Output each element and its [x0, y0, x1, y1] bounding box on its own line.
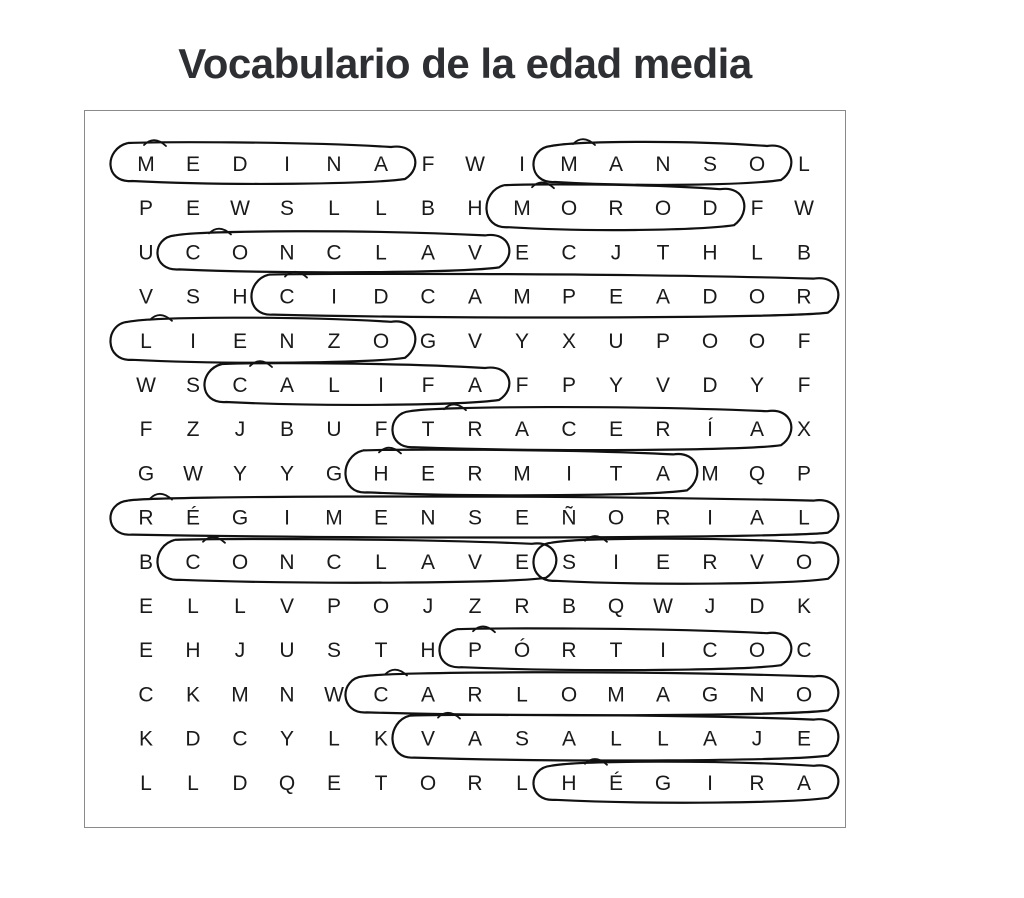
- grid-cell-r8-c14[interactable]: L: [798, 506, 810, 530]
- grid-cell-r6-c5[interactable]: F: [374, 418, 388, 442]
- grid-cell-r2-c2[interactable]: O: [231, 241, 249, 265]
- grid-cell-r14-c11[interactable]: G: [654, 771, 672, 795]
- grid-cell-r3-c0[interactable]: V: [138, 285, 154, 309]
- grid-cell-r7-c6[interactable]: E: [420, 462, 436, 486]
- grid-cell-r6-c9[interactable]: C: [561, 418, 577, 442]
- grid-cell-r13-c1[interactable]: D: [185, 727, 201, 751]
- grid-cell-r10-c10[interactable]: Q: [607, 595, 625, 618]
- grid-cell-r9-c9[interactable]: S: [561, 550, 577, 574]
- grid-cell-r14-c12[interactable]: I: [707, 771, 713, 795]
- grid-cell-r3-c4[interactable]: I: [331, 285, 337, 309]
- found-word-loop-conclave: [157, 539, 556, 583]
- grid-cell-r11-c12[interactable]: C: [702, 639, 718, 663]
- found-word-loop-califa: [204, 363, 509, 405]
- grid-cell-r9-c12[interactable]: R: [702, 550, 718, 574]
- grid-cell-r2-c5[interactable]: L: [375, 241, 387, 265]
- grid-cell-r9-c14[interactable]: O: [795, 550, 813, 574]
- grid-cell-r10-c14[interactable]: K: [796, 595, 812, 618]
- grid-cell-r6-c0[interactable]: F: [139, 418, 153, 442]
- grid-cell-r1-c1[interactable]: E: [185, 197, 201, 221]
- page-title: Vocabulario de la edad media: [178, 40, 752, 87]
- grid-cell-r13-c3[interactable]: Y: [279, 727, 295, 751]
- grid-cell-r9-c2[interactable]: O: [231, 550, 249, 574]
- grid-cell-r8-c10[interactable]: O: [607, 506, 625, 530]
- grid-cell-r12-c5[interactable]: C: [373, 683, 389, 707]
- grid-cell-r6-c13[interactable]: A: [749, 418, 765, 442]
- grid-cell-r6-c4[interactable]: U: [326, 418, 342, 442]
- grid-cell-r3-c13[interactable]: O: [748, 285, 766, 309]
- grid-cell-r13-c9[interactable]: A: [561, 727, 577, 751]
- grid-cell-r2-c10[interactable]: J: [610, 241, 622, 265]
- grid-cell-r10-c12[interactable]: J: [704, 595, 716, 618]
- grid-cell-r13-c10[interactable]: L: [610, 727, 622, 751]
- grid-cell-r10-c8[interactable]: R: [514, 595, 530, 618]
- grid-cell-r1-c4[interactable]: L: [328, 197, 340, 221]
- grid-cell-r12-c14[interactable]: O: [795, 683, 813, 707]
- grid-cell-r7-c12[interactable]: M: [701, 462, 719, 486]
- grid-cell-r10-c5[interactable]: O: [372, 595, 390, 618]
- grid-cell-r4-c7[interactable]: V: [467, 329, 483, 353]
- grid-cell-r7-c11[interactable]: A: [655, 462, 671, 486]
- grid-cell-r7-c4[interactable]: G: [325, 462, 343, 486]
- grid-cell-r8-c7[interactable]: S: [467, 506, 483, 530]
- grid-cell-r6-c10[interactable]: E: [608, 418, 624, 442]
- grid-cell-r9-c6[interactable]: A: [420, 550, 436, 574]
- grid-cell-r12-c13[interactable]: N: [749, 683, 765, 707]
- grid-cell-r7-c1[interactable]: W: [183, 462, 203, 486]
- found-word-loop-siervo: [533, 539, 838, 584]
- grid-cell-r8-c5[interactable]: E: [373, 506, 389, 530]
- grid-cell-r6-c3[interactable]: B: [279, 418, 295, 442]
- found-word-loop-medina: [110, 142, 415, 184]
- grid-cell-r11-c14[interactable]: C: [796, 639, 812, 663]
- grid-cell-r8-c6[interactable]: N: [420, 506, 436, 530]
- grid-cell-r5-c9[interactable]: P: [561, 374, 577, 397]
- grid-cell-r4-c3[interactable]: N: [279, 329, 295, 353]
- grid-cell-r8-c12[interactable]: I: [707, 506, 713, 530]
- grid-cell-r6-c6[interactable]: T: [421, 418, 435, 442]
- grid-cell-r6-c12[interactable]: Í: [707, 418, 713, 442]
- grid-cell-r0-c11[interactable]: N: [655, 153, 671, 176]
- grid-cell-r0-c14[interactable]: L: [798, 153, 810, 176]
- grid-cell-r3-c14[interactable]: R: [796, 285, 812, 309]
- grid-cell-r3-c1[interactable]: S: [185, 285, 201, 309]
- grid-cell-r8-c3[interactable]: I: [284, 506, 290, 530]
- grid-cell-r0-c8[interactable]: I: [519, 153, 525, 176]
- grid-cell-r14-c10[interactable]: É: [608, 771, 624, 795]
- grid-cell-r11-c0[interactable]: E: [138, 639, 154, 663]
- grid-cell-r13-c13[interactable]: J: [751, 727, 763, 751]
- found-word-loop-lienzo: [110, 318, 415, 363]
- grid-cell-r12-c1[interactable]: K: [185, 683, 201, 707]
- grid-cell-r3-c5[interactable]: D: [373, 285, 389, 309]
- grid-cell-r13-c12[interactable]: A: [702, 727, 718, 751]
- grid-cell-r5-c7[interactable]: A: [467, 374, 483, 397]
- grid-cell-r7-c3[interactable]: Y: [279, 462, 295, 486]
- grid-cell-r14-c13[interactable]: R: [749, 771, 765, 795]
- grid-cell-r5-c6[interactable]: F: [421, 374, 435, 397]
- grid-cell-r8-c11[interactable]: R: [655, 506, 671, 530]
- grid-cell-r1-c9[interactable]: O: [560, 197, 578, 221]
- grid-cell-r7-c13[interactable]: Q: [748, 462, 766, 486]
- grid-cell-r1-c12[interactable]: D: [702, 197, 718, 221]
- grid-cell-r14-c14[interactable]: A: [796, 771, 812, 795]
- grid-cell-r12-c3[interactable]: N: [279, 683, 295, 707]
- grid-cell-r11-c2[interactable]: J: [234, 639, 246, 663]
- grid-cell-r9-c3[interactable]: N: [279, 550, 295, 574]
- grid-cell-r13-c0[interactable]: K: [138, 727, 154, 751]
- grid-cell-r0-c7[interactable]: W: [465, 153, 485, 176]
- grid-cell-r5-c1[interactable]: S: [185, 374, 201, 397]
- grid-cell-r5-c5[interactable]: I: [378, 374, 384, 397]
- grid-cell-r2-c6[interactable]: A: [420, 241, 436, 265]
- grid-cell-r11-c9[interactable]: R: [561, 639, 577, 663]
- grid-cell-r7-c0[interactable]: G: [137, 462, 155, 486]
- grid-cell-r5-c14[interactable]: F: [797, 374, 811, 397]
- grid-cell-r8-c1[interactable]: É: [185, 506, 201, 530]
- grid-cell-r10-c3[interactable]: V: [279, 595, 295, 618]
- grid-cell-r10-c7[interactable]: Z: [468, 595, 482, 618]
- grid-cell-r0-c5[interactable]: A: [373, 153, 389, 176]
- grid-cell-r2-c4[interactable]: C: [326, 241, 342, 265]
- grid-cell-r2-c0[interactable]: U: [138, 241, 154, 265]
- grid-cell-r3-c6[interactable]: C: [420, 285, 436, 309]
- grid-cell-r11-c8[interactable]: Ó: [513, 639, 531, 663]
- grid-cell-r11-c5[interactable]: T: [374, 639, 388, 663]
- grid-cell-r9-c10[interactable]: I: [613, 550, 619, 574]
- grid-cell-r12-c9[interactable]: O: [560, 683, 578, 707]
- grid-cell-r7-c10[interactable]: T: [609, 462, 623, 486]
- grid-cell-r1-c8[interactable]: M: [513, 197, 531, 221]
- grid-cell-r1-c13[interactable]: F: [750, 197, 764, 221]
- grid-cell-r4-c9[interactable]: X: [561, 329, 577, 353]
- grid-cell-r4-c10[interactable]: U: [608, 329, 624, 353]
- grid-cell-r1-c5[interactable]: L: [375, 197, 387, 221]
- grid-cell-r8-c0[interactable]: R: [138, 506, 154, 530]
- grid-cell-r11-c3[interactable]: U: [279, 639, 295, 663]
- grid-cell-r8-c13[interactable]: A: [749, 506, 765, 530]
- grid-cell-r11-c1[interactable]: H: [185, 639, 201, 663]
- grid-cell-r5-c0[interactable]: W: [136, 374, 156, 397]
- grid-cell-r4-c2[interactable]: E: [232, 329, 248, 353]
- grid-cell-r13-c2[interactable]: C: [232, 727, 248, 751]
- grid-cell-r0-c6[interactable]: F: [421, 153, 435, 176]
- grid-cell-r6-c11[interactable]: R: [655, 418, 671, 442]
- grid-cell-r4-c14[interactable]: F: [797, 329, 811, 353]
- grid-cell-r4-c1[interactable]: I: [190, 329, 196, 353]
- found-word-loop-hégira: [533, 762, 838, 803]
- grid-cell-r10-c2[interactable]: L: [234, 595, 246, 618]
- grid-cell-r4-c11[interactable]: P: [655, 329, 671, 353]
- grid-cell-r12-c10[interactable]: M: [607, 683, 625, 707]
- grid-cell-r14-c7[interactable]: R: [467, 771, 483, 795]
- grid-cell-r4-c6[interactable]: G: [419, 329, 437, 353]
- grid-cell-r6-c14[interactable]: X: [796, 418, 812, 442]
- grid-cell-r2-c11[interactable]: T: [656, 241, 670, 265]
- grid-cell-r14-c1[interactable]: L: [187, 771, 199, 795]
- grid-cell-r5-c11[interactable]: V: [655, 374, 671, 397]
- grid-cell-r3-c10[interactable]: E: [608, 285, 624, 309]
- grid-cell-r4-c5[interactable]: O: [372, 329, 390, 353]
- grid-cell-r6-c7[interactable]: R: [467, 418, 483, 442]
- grid-cell-r2-c1[interactable]: C: [185, 241, 201, 265]
- grid-cell-r9-c11[interactable]: E: [655, 550, 671, 574]
- grid-cell-r0-c2[interactable]: D: [232, 153, 248, 176]
- grid-cell-r3-c2[interactable]: H: [232, 285, 248, 309]
- grid-cell-r1-c7[interactable]: H: [467, 197, 483, 221]
- grid-cell-r12-c8[interactable]: L: [516, 683, 528, 707]
- grid-cell-r7-c5[interactable]: H: [373, 462, 389, 486]
- found-word-loop-tracería: [392, 407, 791, 450]
- grid-cell-r1-c2[interactable]: W: [230, 197, 250, 221]
- grid-cell-r2-c3[interactable]: N: [279, 241, 295, 265]
- grid-cell-r5-c4[interactable]: L: [328, 374, 340, 397]
- grid-cell-r9-c5[interactable]: L: [375, 550, 387, 574]
- grid-cell-r4-c0[interactable]: L: [140, 329, 152, 353]
- grid-cell-r14-c0[interactable]: L: [140, 771, 152, 795]
- grid-cell-r11-c6[interactable]: H: [420, 639, 436, 663]
- grid-cell-r9-c4[interactable]: C: [326, 550, 342, 574]
- grid-cell-r13-c7[interactable]: A: [467, 727, 483, 751]
- grid-cell-r12-c7[interactable]: R: [467, 683, 483, 707]
- grid-cell-r8-c8[interactable]: E: [514, 506, 530, 530]
- grid-cell-r0-c4[interactable]: N: [326, 153, 342, 176]
- grid-cell-r0-c10[interactable]: A: [608, 153, 624, 176]
- grid-cell-r3-c11[interactable]: A: [655, 285, 671, 309]
- grid-cell-r1-c6[interactable]: B: [420, 197, 436, 221]
- grid-cell-r1-c11[interactable]: O: [654, 197, 672, 221]
- grid-cell-r5-c13[interactable]: Y: [749, 374, 765, 397]
- grid-cell-r11-c4[interactable]: S: [326, 639, 342, 663]
- grid-cell-r14-c2[interactable]: D: [232, 771, 248, 795]
- grid-cell-r13-c5[interactable]: K: [373, 727, 389, 751]
- grid-cell-r9-c0[interactable]: B: [138, 550, 154, 574]
- grid-cell-r0-c13[interactable]: O: [748, 153, 766, 176]
- grid-cell-r5-c12[interactable]: D: [702, 374, 718, 397]
- grid-cell-r8-c9[interactable]: Ñ: [561, 506, 577, 530]
- grid-cell-r3-c3[interactable]: C: [279, 285, 295, 309]
- grid-cell-r0-c12[interactable]: S: [702, 153, 718, 176]
- grid-cell-r14-c4[interactable]: E: [326, 771, 342, 795]
- grid-cell-r14-c5[interactable]: T: [374, 771, 388, 795]
- grid-cell-r14-c6[interactable]: O: [419, 771, 437, 795]
- grid-cell-r12-c6[interactable]: A: [420, 683, 436, 707]
- grid-cell-r4-c13[interactable]: O: [748, 329, 766, 353]
- grid-cell-r12-c2[interactable]: M: [231, 683, 249, 707]
- grid-cell-r5-c2[interactable]: C: [232, 374, 248, 397]
- grid-cell-r6-c1[interactable]: Z: [186, 418, 200, 442]
- grid-cell-r2-c8[interactable]: E: [514, 241, 530, 265]
- grid-cell-r13-c6[interactable]: V: [420, 727, 436, 751]
- grid-cell-r10-c13[interactable]: D: [749, 595, 765, 618]
- grid-cell-r10-c9[interactable]: B: [561, 595, 577, 618]
- grid-cell-r12-c11[interactable]: A: [655, 683, 671, 707]
- grid-cell-r9-c7[interactable]: V: [467, 550, 483, 574]
- grid-cell-r3-c8[interactable]: M: [513, 285, 531, 309]
- grid-cell-r13-c14[interactable]: E: [796, 727, 812, 751]
- grid-cell-r0-c3[interactable]: I: [284, 153, 290, 176]
- grid-cell-r0-c0[interactable]: M: [137, 153, 155, 176]
- grid-cell-r2-c7[interactable]: V: [467, 241, 483, 265]
- grid-cell-r10-c11[interactable]: W: [653, 595, 673, 618]
- grid-cell-r11-c11[interactable]: I: [660, 639, 666, 663]
- grid-cell-r13-c8[interactable]: S: [514, 727, 530, 751]
- grid-cell-r1-c10[interactable]: R: [608, 197, 624, 221]
- grid-cell-r9-c13[interactable]: V: [749, 550, 765, 574]
- grid-cell-r11-c7[interactable]: P: [467, 639, 483, 663]
- grid-cell-r10-c0[interactable]: E: [138, 595, 154, 618]
- grid-cell-r0-c1[interactable]: E: [185, 153, 201, 176]
- grid-cell-r11-c10[interactable]: T: [609, 639, 623, 663]
- grid-cell-r7-c2[interactable]: Y: [232, 462, 248, 486]
- grid-cell-r2-c12[interactable]: H: [702, 241, 718, 265]
- grid-cell-r3-c9[interactable]: P: [561, 285, 577, 309]
- grid-cell-r9-c8[interactable]: E: [514, 550, 530, 574]
- grid-cell-r11-c13[interactable]: O: [748, 639, 766, 663]
- grid-cell-r5-c3[interactable]: A: [279, 374, 295, 397]
- grid-cell-r9-c1[interactable]: C: [185, 550, 201, 574]
- grid-cell-r8-c4[interactable]: M: [325, 506, 343, 530]
- grid-cell-r10-c4[interactable]: P: [326, 595, 342, 618]
- grid-cell-r13-c11[interactable]: L: [657, 727, 669, 751]
- grid-cell-r2-c14[interactable]: B: [796, 241, 812, 265]
- grid-cell-r12-c12[interactable]: G: [701, 683, 719, 707]
- grid-cell-r6-c8[interactable]: A: [514, 418, 530, 442]
- grid-cell-r14-c9[interactable]: H: [561, 771, 577, 795]
- grid-cell-r1-c0[interactable]: P: [138, 197, 154, 221]
- grid-cell-r4-c8[interactable]: Y: [514, 329, 530, 353]
- grid-cell-r2-c9[interactable]: C: [561, 241, 577, 265]
- grid-cell-r10-c6[interactable]: J: [422, 595, 434, 618]
- grid-cell-r12-c4[interactable]: W: [324, 683, 344, 707]
- grid-cell-r7-c14[interactable]: P: [796, 462, 812, 486]
- grid-cell-r0-c9[interactable]: M: [560, 153, 578, 176]
- grid-cell-r12-c0[interactable]: C: [138, 683, 154, 707]
- grid-cell-r10-c1[interactable]: L: [187, 595, 199, 618]
- grid-cell-r1-c3[interactable]: S: [279, 197, 295, 221]
- grid-cell-r4-c12[interactable]: O: [701, 329, 719, 353]
- grid-cell-r4-c4[interactable]: Z: [327, 329, 341, 353]
- grid-cell-r3-c7[interactable]: A: [467, 285, 483, 309]
- grid-cell-r2-c13[interactable]: L: [751, 241, 763, 265]
- grid-cell-r14-c3[interactable]: Q: [278, 771, 296, 795]
- grid-cell-r3-c12[interactable]: D: [702, 285, 718, 309]
- grid-cell-r7-c9[interactable]: I: [566, 462, 572, 486]
- grid-cell-r14-c8[interactable]: L: [516, 771, 528, 795]
- grid-cell-r5-c10[interactable]: Y: [608, 374, 624, 397]
- grid-cell-r5-c8[interactable]: F: [515, 374, 529, 397]
- grid-cell-r7-c7[interactable]: R: [467, 462, 483, 486]
- grid-cell-r6-c2[interactable]: J: [234, 418, 246, 442]
- grid-cell-r1-c14[interactable]: W: [794, 197, 814, 221]
- grid-cell-r13-c4[interactable]: L: [328, 727, 340, 751]
- grid-cell-r8-c2[interactable]: G: [231, 506, 249, 530]
- grid-cell-r7-c8[interactable]: M: [513, 462, 531, 486]
